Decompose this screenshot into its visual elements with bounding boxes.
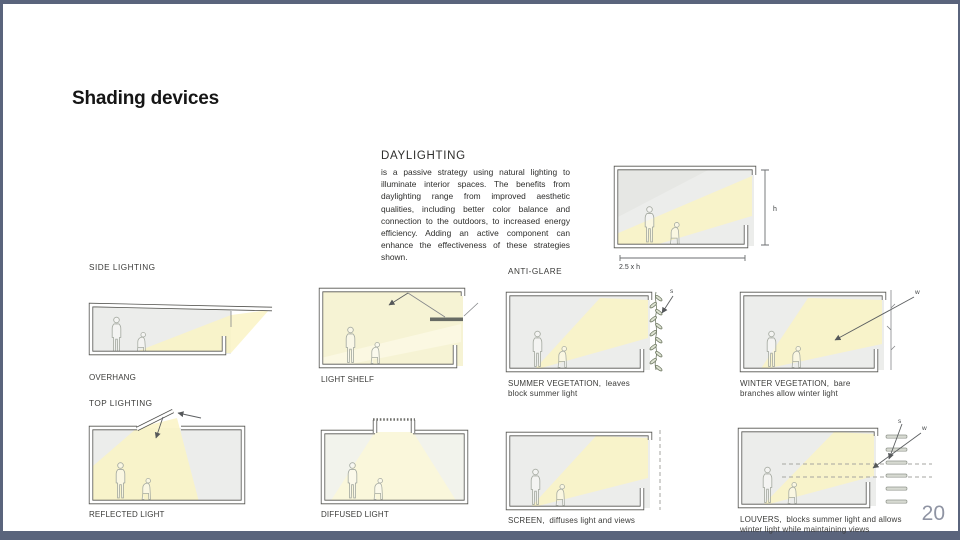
caption-overhang: OVERHANG (89, 373, 136, 382)
page-number: 20 (921, 502, 945, 525)
louvers-diagram (736, 416, 934, 512)
sun-ray-arrow (178, 413, 201, 418)
reflected-light-diagram (85, 404, 250, 506)
roof-monitor (375, 420, 413, 433)
caption-winter-vegetation: WINTER VEGETATION, bare branches allow winter light (740, 379, 851, 399)
screen-diagram (504, 428, 674, 512)
daylight-dimension-diagram (608, 160, 783, 270)
section-anti-glare: ANTI-GLARE (508, 267, 563, 276)
sun-ray (464, 303, 478, 316)
width-dimension-line (620, 255, 745, 261)
daylighting-text-block (381, 150, 570, 264)
page-title: Shading devices (72, 88, 219, 109)
winter-vegetation-diagram (738, 286, 923, 376)
caption-diffused-light: DIFFUSED LIGHT (321, 510, 389, 519)
summer-vegetation-diagram (504, 286, 684, 376)
summer-sun-arrow (662, 296, 673, 313)
caption-light-shelf: LIGHT SHELF (321, 375, 375, 384)
winter-sun-label: w (915, 289, 920, 296)
section-top-lighting: TOP LIGHTING (89, 399, 153, 408)
vegetation-icon (649, 292, 663, 372)
caption-screen: SCREEN, diffuses light and views (508, 516, 636, 525)
height-label: h (773, 206, 777, 213)
daylighting-heading: DAYLIGHTING (381, 150, 466, 162)
louvers-winter-label: w (922, 425, 927, 432)
caption-summer-vegetation: SUMMER VEGETATION, leaves block summer light (508, 379, 630, 399)
light-shelf (430, 318, 463, 322)
bare-branch-icon (887, 290, 895, 370)
summer-sun-arrow (889, 424, 902, 459)
caption-reflected-light: REFLECTED LIGHT (89, 510, 165, 519)
overhang-diagram (85, 282, 275, 370)
height-dimension-line (761, 170, 769, 245)
daylighting-body: is a passive strategy using natural lighting to illuminate interior spaces. The benefits from daylighting range from improved aesthetic qualities, including better color balance and connection to the outdoors, to increased energy efficiency. Adding an active component can enhance the effectiveness of these strategies shown. (381, 167, 570, 263)
light-shelf-diagram (317, 284, 482, 372)
caption-louvers: LOUVERS, blocks summer light and allows winter light while maintaining views (740, 515, 902, 535)
section-side-lighting: SIDE LIGHTING (89, 263, 156, 272)
diffused-light-diagram (317, 410, 472, 507)
summer-sun-label: s (670, 288, 674, 295)
width-label: 2.5 x h (619, 264, 641, 270)
slide (3, 4, 958, 535)
louvers-summer-label: s (898, 418, 902, 425)
